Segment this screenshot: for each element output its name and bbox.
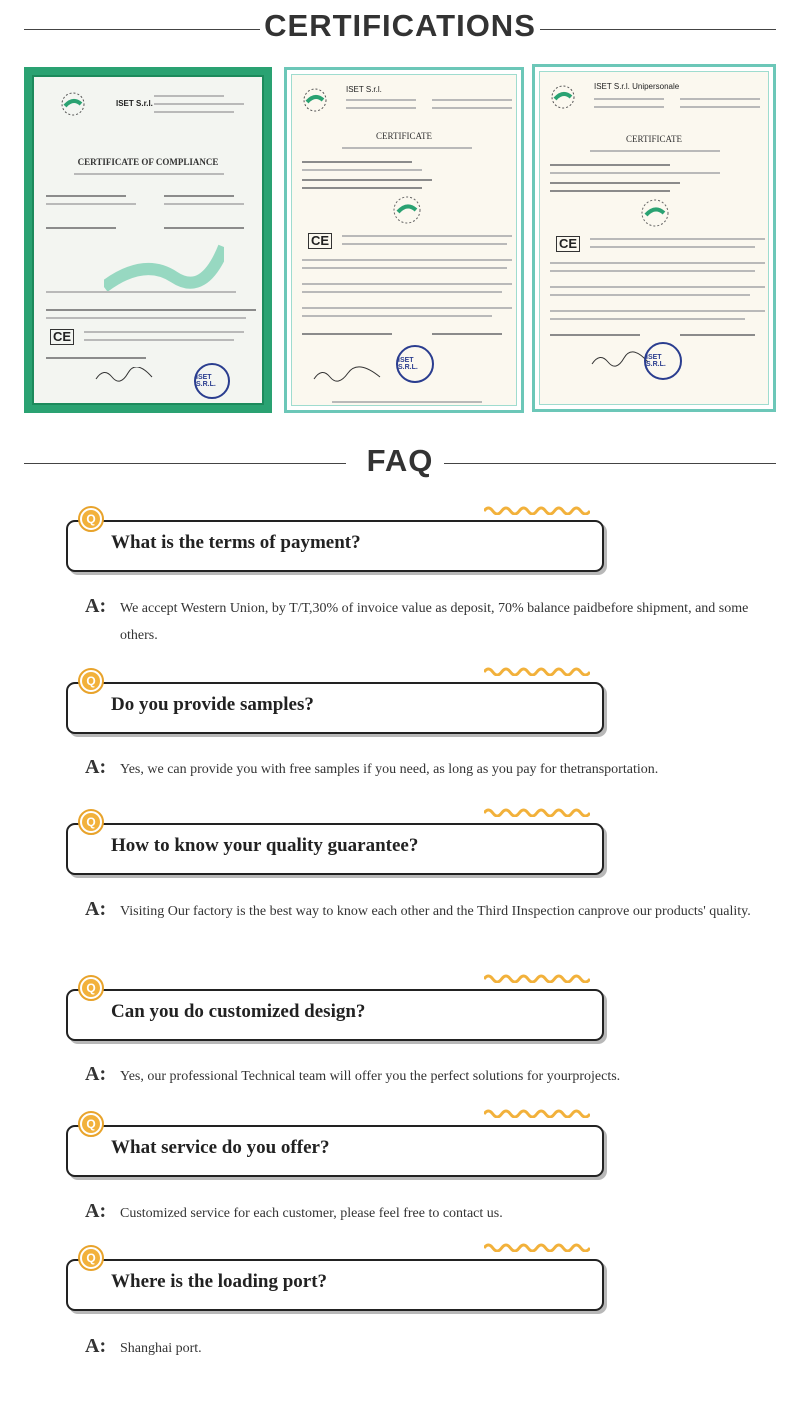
question-text: Can you do customized design? (111, 1001, 366, 1022)
certificate-text-line (432, 333, 502, 335)
wave-decoration-icon (484, 807, 590, 817)
certificate-org: ISET S.r.l. (346, 85, 382, 94)
answer-label: A: (85, 756, 107, 778)
seal-logo-icon (640, 198, 670, 228)
q-badge-label: Q (82, 1115, 100, 1133)
certificate-text-line (590, 246, 755, 248)
certificate-text-line (302, 333, 392, 335)
certificate-text-line (346, 107, 416, 109)
certificate-text-line (680, 106, 760, 108)
answer-text: We accept Western Union, by T/T,30% of invoice value as deposit, 70% balance paidbefore shipment, and some others. (120, 601, 749, 643)
answer-label: A: (85, 898, 107, 920)
answer-text: Customized service for each customer, please feel free to contact us. (120, 1206, 503, 1221)
certificate-text-line (342, 147, 472, 149)
certificate-text-line (154, 111, 234, 113)
answer-label: A: (85, 1063, 107, 1085)
certifications-right-rule (540, 29, 776, 30)
certificate-text-line (432, 99, 512, 101)
q-badge-icon (78, 1111, 104, 1137)
q-badge-icon (78, 809, 104, 835)
wave-decoration-icon (484, 973, 590, 983)
q-badge-label: Q (82, 510, 100, 528)
certificate-text-line (346, 99, 416, 101)
certificate-text-line (302, 315, 492, 317)
certificate-text-line (594, 98, 664, 100)
certificate-image-ce-2[interactable] (532, 64, 776, 412)
certificate-text-line (550, 164, 670, 166)
certificate-text-line (432, 107, 512, 109)
certificate-text-line (550, 182, 680, 184)
q-badge-label: Q (82, 1249, 100, 1267)
certificate-heading: CERTIFICATE OF COMPLIANCE (77, 157, 219, 167)
certificate-text-line (550, 172, 720, 174)
answer-text: Yes, we can provide you with free samples if you need, as long as you pay for thetransportation. (120, 762, 659, 777)
certificate-text-line (164, 203, 244, 205)
answer-text: Yes, our professional Technical team will offer you the perfect solutions for yourprojects. (120, 1069, 621, 1084)
certificate-text-line (154, 95, 224, 97)
signature-icon (94, 367, 154, 383)
certificate-text-line (680, 334, 755, 336)
certificate-text-line (46, 309, 256, 311)
certificate-text-line (302, 291, 502, 293)
ce-mark-icon: CE (50, 329, 74, 345)
q-badge-icon (78, 975, 104, 1001)
q-badge-label: Q (82, 813, 100, 831)
iset-logo-icon (60, 91, 86, 117)
certificate-org: ISET S.r.l. Unipersonale (594, 82, 680, 91)
certifications-title: CERTIFICATIONS (264, 8, 536, 43)
wave-decoration-icon (484, 1242, 590, 1252)
certificate-text-line (342, 235, 512, 237)
question-box[interactable] (66, 823, 604, 875)
certificate-text-line (164, 227, 244, 229)
certificate-image-compliance[interactable] (24, 67, 272, 413)
answer-label: A: (85, 1335, 107, 1357)
certificate-text-line (164, 195, 234, 197)
question-text: How to know your quality guarantee? (111, 835, 419, 856)
faq-title: FAQ (366, 443, 434, 478)
signature-icon (312, 365, 382, 383)
certificate-text-line (594, 106, 664, 108)
q-badge-icon (78, 506, 104, 532)
certificate-text-line (550, 318, 745, 320)
wave-decoration-icon (484, 505, 590, 515)
question-box[interactable] (66, 1125, 604, 1177)
certificate-text-line (46, 195, 126, 197)
certificate-text-line (302, 267, 507, 269)
certificate-image-ce-1[interactable] (284, 67, 524, 413)
q-badge-label: Q (82, 979, 100, 997)
certificate-text-line (302, 259, 512, 261)
certificate-text-line (550, 270, 755, 272)
question-box[interactable] (66, 989, 604, 1041)
certificate-text-line (302, 283, 512, 285)
iset-logo-icon (550, 84, 576, 110)
certificate-heading: CERTIFICATE (626, 134, 682, 144)
certificate-stamp: ISET S.R.L. (194, 363, 230, 399)
certificate-stamp: ISET S.R.L. (644, 342, 682, 380)
seal-logo-icon (392, 195, 422, 225)
certificate-text-line (550, 262, 765, 264)
certificate-text-line (302, 161, 412, 163)
certificate-org: ISET S.r.l. (116, 99, 153, 108)
wave-decoration-icon (484, 1108, 590, 1118)
certificate-text-line (550, 286, 765, 288)
certificate-text-line (550, 334, 640, 336)
ribbon-emblem-icon (104, 237, 224, 297)
ce-mark-icon: CE (308, 233, 332, 249)
answer-label: A: (85, 595, 107, 617)
certificate-text-line (84, 339, 234, 341)
ce-mark-icon: CE (556, 236, 580, 252)
certificate-heading: CERTIFICATE (376, 131, 432, 141)
certificate-text-line (590, 150, 720, 152)
q-badge-label: Q (82, 672, 100, 690)
certificate-text-line (46, 291, 236, 293)
question-box[interactable] (66, 682, 604, 734)
certificate-text-line (590, 238, 765, 240)
certificate-text-line (46, 227, 116, 229)
question-text: Do you provide samples? (111, 694, 314, 715)
certificate-text-line (550, 310, 765, 312)
certificate-text-line (302, 179, 432, 181)
certificate-text-line (46, 357, 146, 359)
answer-label: A: (85, 1200, 107, 1222)
certificate-text-line (680, 98, 760, 100)
certificate-text-line (154, 103, 244, 105)
certificate-text-line (302, 307, 512, 309)
question-box[interactable] (66, 1259, 604, 1311)
wave-decoration-icon (484, 666, 590, 676)
question-text: Where is the loading port? (111, 1271, 328, 1292)
answer-text: Visiting Our factory is the best way to know each other and the Third IInspection canprove our products' quality. (120, 904, 751, 919)
q-badge-icon (78, 1245, 104, 1271)
certificate-text-line (302, 187, 422, 189)
certificate-text-line (550, 294, 750, 296)
certificate-text-line (550, 190, 670, 192)
certificate-text-line (302, 169, 422, 171)
question-text: What service do you offer? (111, 1137, 330, 1158)
certificate-text-line (46, 317, 246, 319)
certificate-text-line (46, 203, 136, 205)
faq-right-rule (444, 463, 776, 464)
question-text: What is the terms of payment? (111, 532, 361, 553)
iset-logo-icon (302, 87, 328, 113)
q-badge-icon (78, 668, 104, 694)
answer-text: Shanghai port. (120, 1341, 202, 1356)
certificate-text-line (332, 401, 482, 403)
certificate-stamp: ISET S.R.L. (396, 345, 434, 383)
certificate-text-line (84, 331, 244, 333)
question-box[interactable] (66, 520, 604, 572)
certificate-text-line (342, 243, 507, 245)
certificate-text-line (74, 173, 224, 175)
signature-icon (590, 350, 650, 368)
